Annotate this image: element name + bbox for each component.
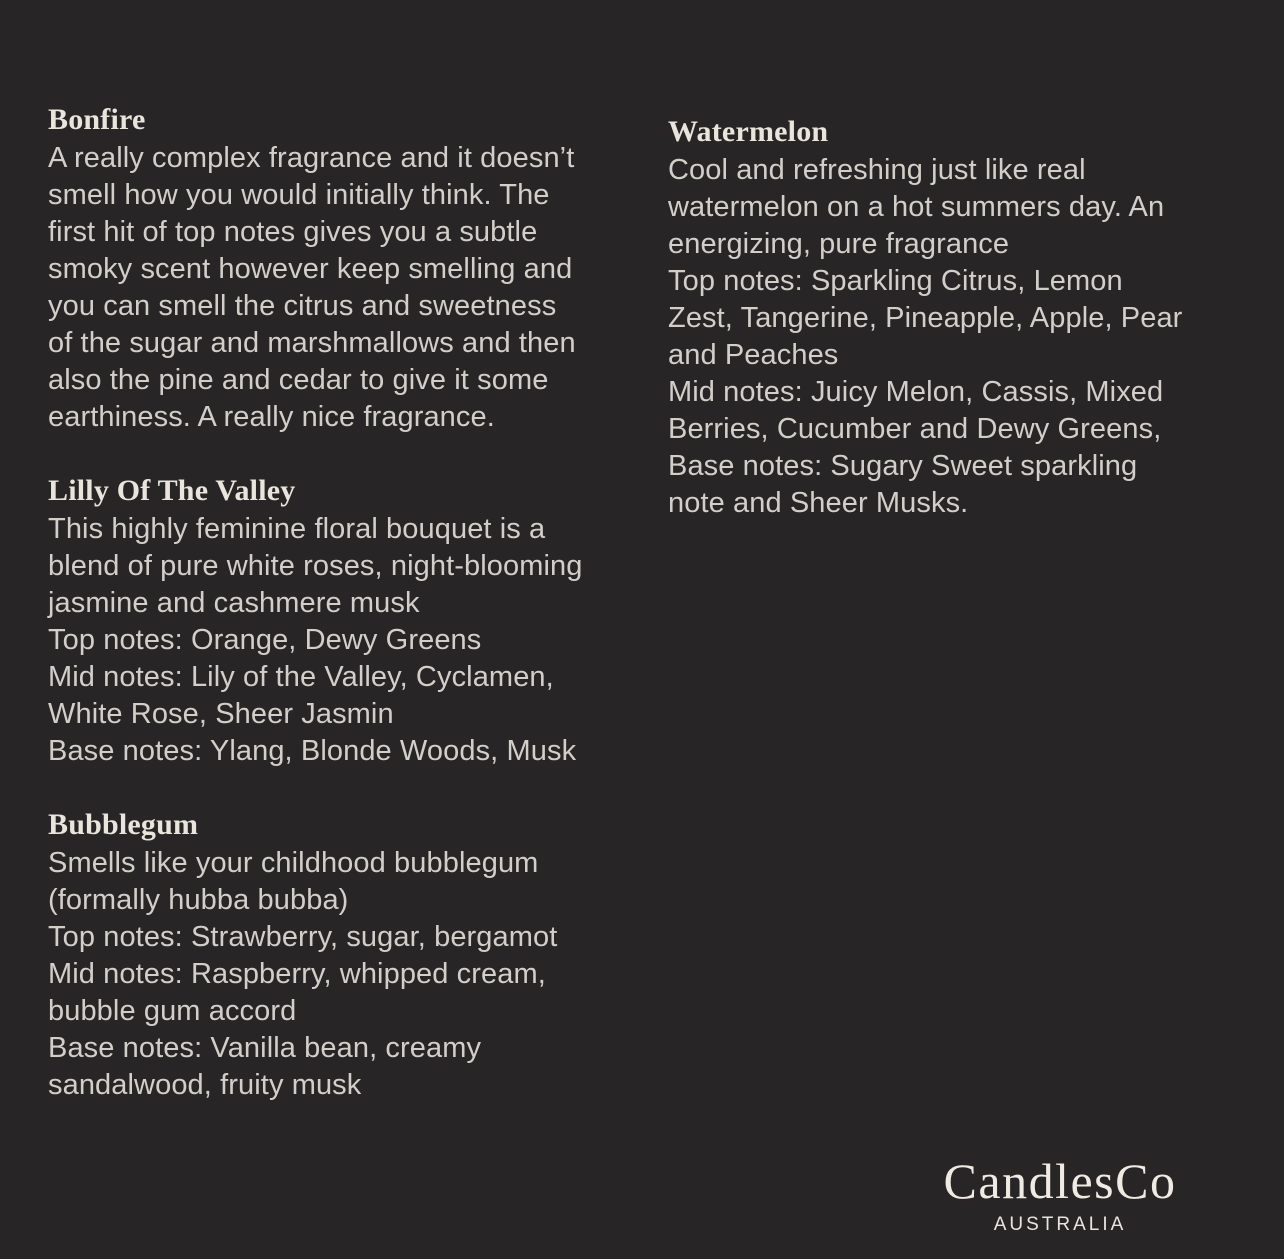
fragrance-description-line: also the pine and cedar to give it some — [48, 364, 549, 396]
fragrance-description-line: you can smell the citrus and sweetness — [48, 290, 557, 322]
fragrance-description-line: and Peaches — [668, 339, 839, 371]
fragrance-description-line: Top notes: Sparkling Citrus, Lemon — [668, 265, 1123, 297]
fragrance-description-line: blend of pure white roses, night-blooming — [48, 550, 583, 582]
fragrance-description-line: Berries, Cucumber and Dewy Greens, — [668, 413, 1162, 445]
fragrance-description-line: Top notes: Strawberry, sugar, bergamot — [48, 921, 558, 953]
fragrance-title: Bubblegum — [48, 808, 199, 841]
fragrance-title: Bonfire — [48, 103, 146, 136]
fragrance-description-line: smoky scent however keep smelling and — [48, 253, 573, 285]
fragrance-description-line: sandalwood, fruity musk — [48, 1069, 362, 1101]
right-column — [668, 113, 1228, 558]
fragrance-section — [48, 806, 648, 1104]
brand-country: AUSTRALIA — [993, 1214, 1127, 1235]
fragrance-description-line: Zest, Tangerine, Pineapple, Apple, Pear — [668, 302, 1183, 334]
fragrance-description-line: Base notes: Ylang, Blonde Woods, Musk — [48, 735, 577, 767]
fragrance-description-line: Smells like your childhood bubblegum — [48, 847, 539, 879]
fragrance-description-line: energizing, pure fragrance — [668, 228, 1010, 260]
fragrance-description-line: (formally hubba bubba) — [48, 884, 349, 916]
fragrance-description-line: A really complex fragrance and it doesn’t — [48, 142, 575, 174]
fragrance-description-line: jasmine and cashmere musk — [48, 587, 420, 619]
fragrance-description-line: Top notes: Orange, Dewy Greens — [48, 624, 482, 656]
fragrance-description-line: This highly feminine floral bouquet is a — [48, 513, 546, 545]
fragrance-description-line: earthiness. A really nice fragrance. — [48, 401, 495, 433]
fragrance-description-line: Mid notes: Lily of the Valley, Cyclamen, — [48, 661, 554, 693]
brand-name: CandlesCo — [943, 1153, 1177, 1209]
fragrance-description-line: first hit of top notes gives you a subtle — [48, 216, 538, 248]
fragrance-section — [48, 101, 648, 436]
fragrance-description-line: bubble gum accord — [48, 995, 297, 1027]
fragrance-description-line: watermelon on a hot summers day. An — [668, 191, 1165, 223]
fragrance-description-line: Mid notes: Raspberry, whipped cream, — [48, 958, 546, 990]
fragrance-title: Watermelon — [668, 115, 829, 148]
fragrance-description-line: Base notes: Sugary Sweet sparkling — [668, 450, 1138, 482]
fragrance-section — [668, 113, 1228, 522]
fragrance-description-line: smell how you would initially think. The — [48, 179, 550, 211]
fragrance-section — [48, 472, 648, 770]
fragrance-description-line: Cool and refreshing just like real — [668, 154, 1086, 186]
fragrance-description-line: of the sugar and marshmallows and then — [48, 327, 576, 359]
brand-logo — [900, 1152, 1220, 1237]
fragrance-title: Lilly Of The Valley — [48, 474, 296, 507]
fragrance-description-line: White Rose, Sheer Jasmin — [48, 698, 394, 730]
fragrance-description-line: Mid notes: Juicy Melon, Cassis, Mixed — [668, 376, 1164, 408]
fragrance-description-line: Base notes: Vanilla bean, creamy — [48, 1032, 482, 1064]
fragrance-description-line: note and Sheer Musks. — [668, 487, 969, 519]
left-column — [48, 101, 648, 1140]
